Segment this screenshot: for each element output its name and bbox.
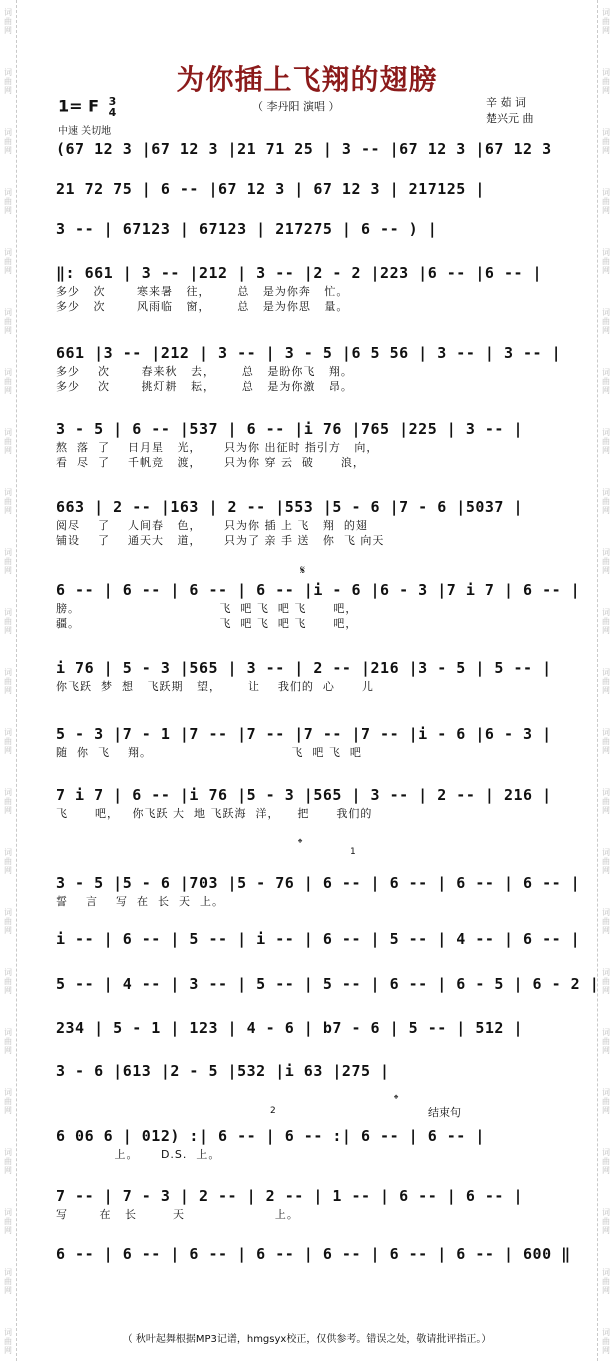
lyric-line: 疆。 飞 吧 飞 吧 飞 吧， xyxy=(56,617,358,630)
lyric-line: 飞 吧， 你飞跃 大 地 飞跃海 洋， 把 我们的 xyxy=(56,807,373,820)
notation-line: 3 - 6 |613 |2 - 5 |532 |i 63 |275 | xyxy=(56,1062,390,1080)
watermark-text: 词 曲 网 xyxy=(602,1328,610,1355)
watermark-text: 词 曲 网 xyxy=(602,188,610,215)
watermark-text: 词 曲 网 xyxy=(4,368,12,395)
watermark-text: 词 曲 网 xyxy=(602,668,610,695)
transcription-note: （ 秋叶起舞根据MP3记谱，hmgsyx校正，仅供参考。错误之处，敬请批评指正。） xyxy=(122,1334,492,1345)
watermark-text: 词 曲 网 xyxy=(602,728,610,755)
watermark-text: 词 曲 网 xyxy=(602,968,610,995)
watermark-text: 词 曲 网 xyxy=(4,668,12,695)
watermark-text: 词 曲 网 xyxy=(4,8,12,35)
notation-line: 5 - 3 |7 - 1 |7 -- |7 -- |7 -- |7 -- |i - 6 |6 - 3 | xyxy=(56,725,552,743)
watermark-text: 词 曲 网 xyxy=(4,1148,12,1175)
watermark-text: 词 曲 网 xyxy=(4,908,12,935)
lyric-line: 看 尽 了 千帆竞 渡， 只为你 穿 云 破 浪， xyxy=(56,456,365,469)
watermark-text: 词 曲 网 xyxy=(602,908,610,935)
segno-mark: 𝄋 xyxy=(300,563,306,577)
watermark-text: 词 曲 网 xyxy=(4,128,12,155)
lyric-line: 多少 次 寒来暑 往， 总 是为你奔 忙。 xyxy=(56,285,349,298)
notation-line: 7 i 7 | 6 -- |i 76 |5 - 3 |565 | 3 -- | 2 -- | 216 | xyxy=(56,786,552,804)
notation-line: 234 | 5 - 1 | 123 | 4 - 6 | b7 - 6 | 5 -- | 512 | xyxy=(56,1019,524,1037)
watermark-text: 词 曲 网 xyxy=(602,488,610,515)
lyric-line: 多少 次 挑灯耕 耘， 总 是为你激 昂。 xyxy=(56,380,353,393)
watermark-text: 词 曲 网 xyxy=(4,1088,12,1115)
watermark-text: 词 曲 网 xyxy=(4,728,12,755)
lyric-line: 阅尽 了 人间春 色， 只为你 插 上 飞 翔 的翅 xyxy=(56,519,368,532)
score-system xyxy=(56,262,564,314)
watermark-text: 词 曲 网 xyxy=(602,128,610,155)
watermark-text: 词 曲 网 xyxy=(602,608,610,635)
watermark-text: 词 曲 网 xyxy=(602,248,610,275)
watermark-text: 词 曲 网 xyxy=(4,848,12,875)
watermark-text: 词 曲 网 xyxy=(4,548,12,575)
watermark-text: 词 曲 网 xyxy=(4,1208,12,1235)
notation-line: 3 - 5 | 6 -- |537 | 6 -- |i 76 |765 |225 | 3 -- | xyxy=(56,420,524,438)
lyric-line: 写 在 长 天 上。 xyxy=(56,1208,299,1221)
score-system xyxy=(56,579,581,631)
watermark-text: 词 曲 网 xyxy=(602,848,610,875)
score-system xyxy=(56,418,564,470)
score-system xyxy=(56,342,564,394)
score-system xyxy=(56,657,564,694)
watermark-text: 词 曲 网 xyxy=(4,488,12,515)
coda-mark-2: 𝄌 xyxy=(394,1092,399,1106)
notation-line: 3 - 5 |5 - 6 |703 |5 - 76 | 6 -- | 6 -- | 6 -- | 6 -- | xyxy=(56,874,581,892)
watermark-text: 词 曲 网 xyxy=(4,188,12,215)
lyric-line: 上。 D.S. 上。 xyxy=(56,1148,221,1161)
notation-line: 6 -- | 6 -- | 6 -- | 6 -- |i - 6 |6 - 3 |7 i 7 | 6 -- | xyxy=(56,581,581,599)
score-system xyxy=(56,178,564,200)
time-signature xyxy=(109,96,117,118)
score-system xyxy=(56,723,564,760)
song-title: 为你插上飞翔的翅膀 xyxy=(176,63,438,96)
watermark-text: 词 曲 网 xyxy=(602,308,610,335)
watermark-text: 词 曲 网 xyxy=(602,428,610,455)
score-system xyxy=(56,1185,564,1222)
left-watermark-strip xyxy=(0,0,17,1361)
lyricist-credit: 辛 茹 词 xyxy=(486,96,526,109)
watermark-text: 词 曲 网 xyxy=(602,1208,610,1235)
score-system xyxy=(56,1017,564,1039)
score-system xyxy=(56,872,581,909)
second-ending-label: 2 xyxy=(270,1106,276,1116)
lyric-line: 你飞跃 梦 想 飞跃期 望， 让 我们的 心 儿 xyxy=(56,680,374,693)
watermark-text: 词 曲 网 xyxy=(4,1328,12,1355)
lyric-line: 多少 次 风雨临 窗， 总 是为你思 量。 xyxy=(56,300,349,313)
watermark-text: 词 曲 网 xyxy=(4,1268,12,1295)
notation-line: i 76 | 5 - 3 |565 | 3 -- | 2 -- |216 |3 - 5 | 5 -- | xyxy=(56,659,552,677)
lyric-line: 膀。 飞 吧 飞 吧 飞 吧， xyxy=(56,602,358,615)
notation-line: 661 |3 -- |212 | 3 -- | 3 - 5 |6 5 56 | 3 -- | 3 -- | xyxy=(56,344,562,362)
watermark-text: 词 曲 网 xyxy=(602,548,610,575)
watermark-text: 词 曲 网 xyxy=(4,428,12,455)
watermark-text: 词 曲 网 xyxy=(602,1028,610,1055)
watermark-text: 词 曲 网 xyxy=(4,1028,12,1055)
tempo-marking: 中速 关切地 xyxy=(58,126,112,137)
ending-label: 结束句 xyxy=(428,1106,461,1119)
lyric-line: 誓 言 写 在 长 天 上。 xyxy=(56,895,224,908)
score-system xyxy=(56,138,564,160)
notation-line: 5 -- | 4 -- | 3 -- | 5 -- | 5 -- | 6 -- | 6 - 5 | 6 - 2 | xyxy=(56,975,600,993)
key-label: 1= F xyxy=(58,96,100,116)
score-system xyxy=(56,1060,564,1082)
watermark-text: 词 曲 网 xyxy=(4,968,12,995)
composer-credit: 楚兴元 曲 xyxy=(486,112,534,125)
notation-line: (67 12 3 |67 12 3 |21 71 25 | 3 -- |67 12 3 |67 12 3 xyxy=(56,140,552,158)
watermark-text: 词 曲 网 xyxy=(602,1088,610,1115)
notation-line: 6 06 6 | 012) :| 6 -- | 6 -- :| 6 -- | 6 -- | xyxy=(56,1127,485,1145)
coda-mark: 𝄌 xyxy=(298,836,303,850)
watermark-text: 词 曲 网 xyxy=(602,68,610,95)
right-watermark-strip xyxy=(597,0,614,1361)
lyric-line: 熬 落 了 日月星 光， 只为你 出征时 指引方 向， xyxy=(56,441,379,454)
notation-line: ‖: 661 | 3 -- |212 | 3 -- |2 - 2 |223 |6 -- |6 -- | xyxy=(56,264,543,282)
watermark-text: 词 曲 网 xyxy=(602,788,610,815)
lyric-line: 铺设 了 通天大 道， 只为了 亲 手 送 你 飞 向天 xyxy=(56,534,385,547)
watermark-text: 词 曲 网 xyxy=(602,368,610,395)
notation-line: 7 -- | 7 - 3 | 2 -- | 2 -- | 1 -- | 6 -- | 6 -- | xyxy=(56,1187,524,1205)
score-system xyxy=(56,973,600,995)
singer-credit: （ 李丹阳 演唱 ） xyxy=(252,100,340,113)
score-system xyxy=(56,496,564,548)
score-system xyxy=(56,1243,571,1265)
time-top: 3 xyxy=(108,95,117,108)
watermark-text: 词 曲 网 xyxy=(4,788,12,815)
watermark-text: 词 曲 网 xyxy=(602,8,610,35)
watermark-text: 词 曲 网 xyxy=(4,308,12,335)
watermark-text: 词 曲 网 xyxy=(4,248,12,275)
watermark-text: 词 曲 网 xyxy=(602,1148,610,1175)
lyric-line: 随 你 飞 翔。 飞 吧 飞 吧 xyxy=(56,746,362,759)
notation-line: 3 -- | 67123 | 67123 | 217275 | 6 -- ) | xyxy=(56,220,438,238)
notation-line: 663 | 2 -- |163 | 2 -- |553 |5 - 6 |7 - 6 |5037 | xyxy=(56,498,524,516)
watermark-text: 词 曲 网 xyxy=(4,608,12,635)
notation-line: i -- | 6 -- | 5 -- | i -- | 6 -- | 5 -- | 4 -- | 6 -- | xyxy=(56,930,581,948)
score-system xyxy=(56,784,564,821)
notation-line: 21 72 75 | 6 -- |67 12 3 | 67 12 3 | 217125 | xyxy=(56,180,485,198)
first-ending-label: 1 xyxy=(350,847,356,857)
score-system xyxy=(56,928,581,950)
lyric-line: 多少 次 春来秋 去， 总 是盼你飞 翔。 xyxy=(56,365,353,378)
watermark-text: 词 曲 网 xyxy=(602,1268,610,1295)
time-bottom: 4 xyxy=(108,106,117,119)
notation-line: 6 -- | 6 -- | 6 -- | 6 -- | 6 -- | 6 -- | 6 -- | 600 ‖ xyxy=(56,1245,571,1263)
key-signature xyxy=(58,96,116,118)
score-system xyxy=(56,1125,564,1162)
watermark-text: 词 曲 网 xyxy=(4,68,12,95)
score-system xyxy=(56,218,564,240)
